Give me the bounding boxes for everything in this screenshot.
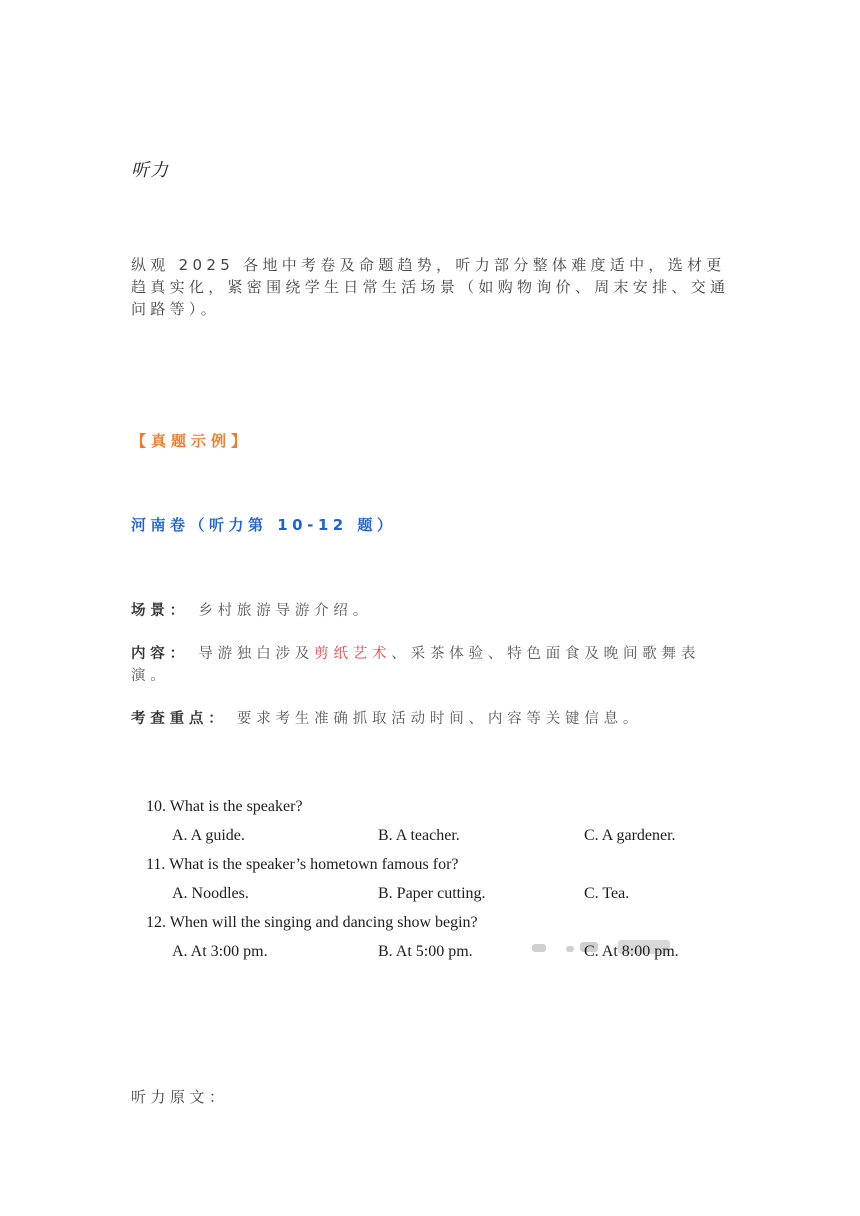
scene-label: 场景： bbox=[131, 603, 189, 619]
content-label: 内容： bbox=[131, 646, 189, 662]
question-10: 10. What is the speaker? bbox=[146, 798, 303, 815]
page-heading: 听力 bbox=[131, 160, 169, 181]
option-11-c: C. Tea. bbox=[584, 885, 630, 902]
option-12-b: B. At 5:00 pm. bbox=[378, 943, 473, 960]
content-row bbox=[131, 643, 731, 687]
option-11-a: A. Noodles. bbox=[172, 885, 249, 902]
option-12-c: C. At 8:00 pm. bbox=[584, 943, 679, 960]
option-10-b: B. A teacher. bbox=[378, 827, 460, 844]
question-12: 12. When will the singing and dancing show begin? bbox=[146, 914, 478, 931]
content-text-before: 导游独白涉及 bbox=[198, 646, 315, 662]
focus-row bbox=[131, 708, 731, 730]
content-highlight: 剪纸艺术 bbox=[314, 646, 392, 662]
content-text-after: 、采茶体验、特色面食及晚间歌舞表演。 bbox=[131, 646, 701, 684]
option-11-b: B. Paper cutting. bbox=[378, 885, 486, 902]
transcript-label: 听力原文： bbox=[131, 1088, 229, 1106]
section-title: 【真题示例】 bbox=[131, 432, 252, 450]
exam-title: 河南卷（听力第 10-12 题） bbox=[131, 516, 397, 534]
option-12-a: A. At 3:00 pm. bbox=[172, 943, 268, 960]
scene-row bbox=[131, 600, 731, 622]
scene-text: 乡村旅游导游介绍。 bbox=[198, 603, 373, 619]
question-image bbox=[146, 798, 706, 968]
question-11: 11. What is the speaker’s hometown famous for? bbox=[146, 856, 459, 873]
option-10-c: C. A gardener. bbox=[584, 827, 676, 844]
focus-text: 要求考生准确抓取活动时间、内容等关键信息。 bbox=[236, 711, 643, 727]
intro-paragraph: 纵观 2025 各地中考卷及命题趋势，听力部分整体难度适中，选材更趋真实化，紧密围绕学生日常生活场景（如购物询价、周末安排、交通问路等）。 bbox=[131, 256, 730, 318]
option-10-a: A. A guide. bbox=[172, 827, 245, 844]
focus-label: 考查重点： bbox=[131, 711, 228, 727]
